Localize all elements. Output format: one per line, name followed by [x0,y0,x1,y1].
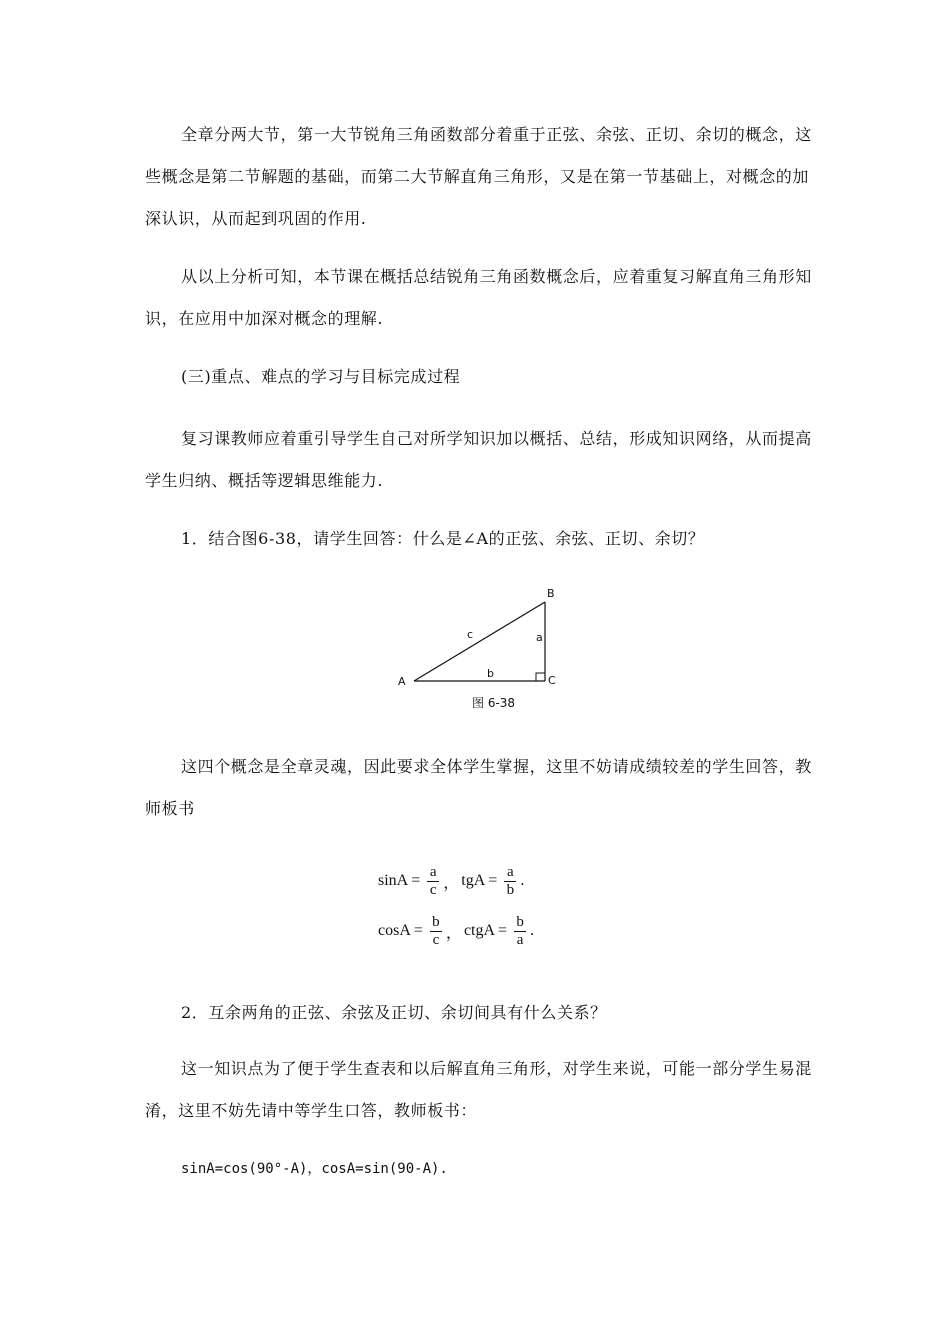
side-a-label: a [536,631,543,644]
equals-sign: = [411,872,421,889]
ctg-denominator: a [516,931,524,948]
trig-definitions [378,856,618,956]
cos-label: cosA [378,922,411,939]
cos-fraction [430,914,442,949]
equals-sign: = [488,872,498,889]
vertex-a-label: A [398,675,406,688]
complementary-formula: sinA=cos(90°-A)，cosA=sin(90-A). [181,1161,448,1177]
ctg-fraction [514,914,526,949]
right-angle-mark [536,673,545,681]
paragraph-analysis-conclusion: 从以上分析可知，本节课在概括总结锐角三角函数概念后，应着重复习解直角三角形知识，在应用中加深对概念的理解. [145,267,812,328]
hypotenuse-line [414,602,545,681]
end-period: . [520,872,525,889]
cos-denominator: c [432,931,440,948]
cos-numerator: b [432,913,440,930]
equals-sign: = [498,922,508,939]
separator-comma: ， [443,874,460,892]
sin-numerator: a [429,863,437,880]
paragraph-key-concepts: 这四个概念是全章灵魂，因此要求全体学生掌握，这里不妨请成绩较差的学生回答，教师板书 [145,757,812,818]
figure-caption: 图 6-38 [472,696,516,710]
tg-label: tgA [461,872,486,889]
ctg-label: ctgA [463,922,496,939]
section-heading: (三)重点、难点的学习与目标完成过程 [181,367,461,386]
right-triangle-diagram [390,582,570,712]
sin-label: sinA [378,872,409,889]
sin-denominator: c [429,881,437,898]
paragraph-chapter-overview: 全章分两大节，第一大节锐角三角函数部分着重于正弦、余弦、正切、余切的概念，这些概念是第二节解题的基础，而第二大节解直角三角形，又是在第一节基础上，对概念的加深认识，从而起到巩固的作用. [145,125,812,228]
side-c-label: c [467,628,474,641]
equals-sign: = [413,922,423,939]
tg-fraction [504,864,516,899]
end-period: . [530,922,535,939]
ctg-numerator: b [516,913,524,930]
formula-row-1 [378,856,618,906]
formula-row-2 [378,906,618,956]
question-1: 1．结合图6-38，请学生回答：什么是∠A的正弦、余弦、正切、余切？ [181,529,705,548]
vertex-b-label: B [547,587,555,600]
question-2: 2．互余两角的正弦、余弦及正切、余切间具有什么关系？ [181,1003,607,1022]
side-b-label: b [487,667,494,680]
tg-denominator: b [506,881,515,898]
sin-fraction [427,864,439,899]
paragraph-complementary-angles: 这一知识点为了便于学生查表和以后解直角三角形，对学生来说，可能一部分学生易混淆，这里不妨先请中等学生口答，教师板书： [145,1059,812,1120]
vertex-c-label: C [548,674,556,687]
paragraph-review-guidance: 复习课教师应着重引导学生自己对所学知识加以概括、总结，形成知识网络，从而提高学生归纳、概括等逻辑思维能力. [145,429,812,490]
separator-comma: ， [445,924,462,942]
tg-numerator: a [506,863,514,880]
triangle-figure [390,582,570,712]
